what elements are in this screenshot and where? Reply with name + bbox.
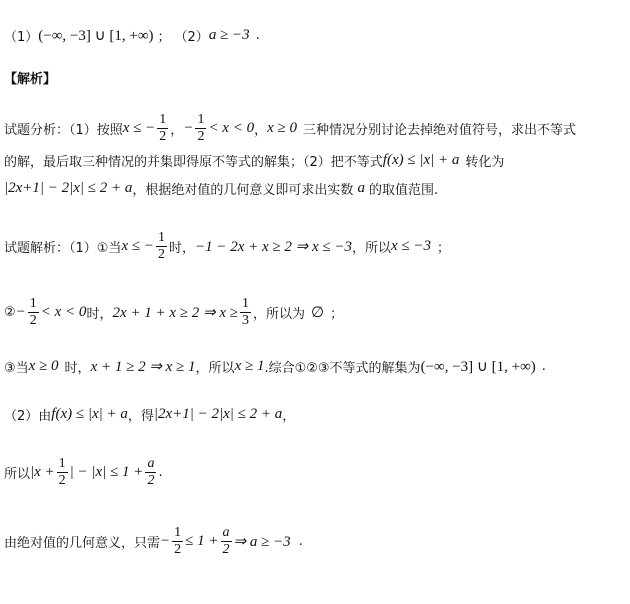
case3-prefix: ③当 [4,361,29,376]
case3-derivation: x + 1 ≥ 2 ⇒ x ≥ 1 [90,359,196,375]
circle-2: ② [4,305,16,320]
minus-sign: − [160,533,171,549]
inequality-expr: f(x) ≤ |x| + a [51,406,128,422]
fraction-half: $\frac{1}{2}$ [159,112,167,144]
get-text: ，得 [127,409,154,424]
analysis-text: 的解，最后取三种情况的并集即得原不等式的解集；（2）把不等式 [4,155,383,170]
geo-prefix: 由绝对值的几何意义，只需 [4,536,161,551]
analysis-line-1 [4,113,576,144]
case1-cond: x ≤ − [122,120,156,136]
part2-line [4,405,295,424]
final-result: ⇒ a ≥ −3 [233,534,291,550]
part1-answer: (−∞, −3] ∪ [1, +∞) [38,28,154,44]
abs-inequality: |2x+1| − 2|x| ≤ 2 + a [4,180,133,196]
fraction-third: $\frac{1}{3}$ [241,296,249,328]
period: . [298,534,303,549]
solution-case-2 [4,297,343,328]
fraction-a-over-2: $\frac{a}{2}$ [147,456,155,488]
solution-set: (−∞, −3] ∪ [1, +∞) [420,359,536,375]
fraction-half: $\frac{1}{2}$ [157,230,165,262]
case3-cond: x ≥ 0 [28,358,59,374]
leq-expr: ≤ 1 + [185,533,219,549]
answer-end: . [255,28,260,43]
fraction-half: $\frac{1}{2}$ [29,296,37,328]
inequality-expr: f(x) ≤ |x| + a [382,152,460,168]
abs-expr-end: | − |x| ≤ 1 + [69,464,144,480]
so-text: ，所以 [195,361,235,376]
fraction-a-over-2: $\frac{a}{2}$ [222,525,230,557]
comma: ， [254,123,268,138]
part2-label: （2） [174,30,209,45]
period: . [158,465,163,480]
semicolon: ； [437,241,451,256]
fraction-half: $\frac{1}{2}$ [174,525,182,557]
conclusion-text: .综合①②③不等式的解集为 [264,361,421,376]
analysis-line-2 [4,151,504,170]
period: . [541,359,546,374]
case2-cond-rest: < x < 0 [208,120,255,136]
so-text: ，所以为 [252,307,305,322]
section-heading: 【解析】 [4,72,57,87]
so-prefix: 所以 [4,467,31,482]
case2-cond: − [183,120,194,136]
empty-set: ∅ [310,305,325,321]
solution-case-3 [4,357,546,376]
comma: ， [282,409,296,424]
when-text: 时， [86,307,113,322]
part2-answer: a ≥ −3 [208,27,250,43]
part2-prefix: （2）由 [4,409,52,424]
part1-label: （1） [4,30,39,45]
case3-result: x ≥ 1 [234,358,265,374]
case2-cond: − [15,304,26,320]
analysis-text: 三种情况分别讨论去掉绝对值符号，求出不等式 [303,123,577,138]
variable-a: a [357,180,365,196]
abs-expr-start: |x + [30,464,55,480]
case1-cond: x ≤ − [121,238,154,254]
case1-derivation: −1 − 2x + x ≥ 2 ⇒ x ≤ −3 [194,239,352,255]
case1-result: x ≤ −3 [390,238,431,254]
solution-case-1 [4,231,450,262]
when-text: 时， [168,241,195,256]
analysis-text: 转化为 [465,155,505,170]
geometric-line [4,526,303,557]
separator: ； [157,30,171,45]
analysis-text: ，根据绝对值的几何意义即可求出实数 [132,183,354,198]
fraction-half: $\frac{1}{2}$ [58,456,66,488]
analysis-prefix: 试题分析：（1）按照 [4,123,123,138]
case3-cond: x ≥ 0 [267,120,297,136]
when-text: 时， [64,361,91,376]
solution-prefix: 试题解析：（1）①当 [4,241,122,256]
so-text: ，所以 [351,241,391,256]
analysis-line-3 [4,179,438,198]
semicolon: ； [330,307,344,322]
analysis-text: 的取值范围. [368,183,439,198]
so-line [4,457,163,488]
comma: ， [170,123,184,138]
abs-inequality: |2x+1| − 2|x| ≤ 2 + a [153,406,283,422]
case2-derivation: 2x + 1 + x ≥ 2 ⇒ x ≥ [112,305,238,321]
fraction-half: $\frac{1}{2}$ [197,112,205,144]
answer-line [4,26,260,45]
case2-cond-rest: < x < 0 [40,304,87,320]
